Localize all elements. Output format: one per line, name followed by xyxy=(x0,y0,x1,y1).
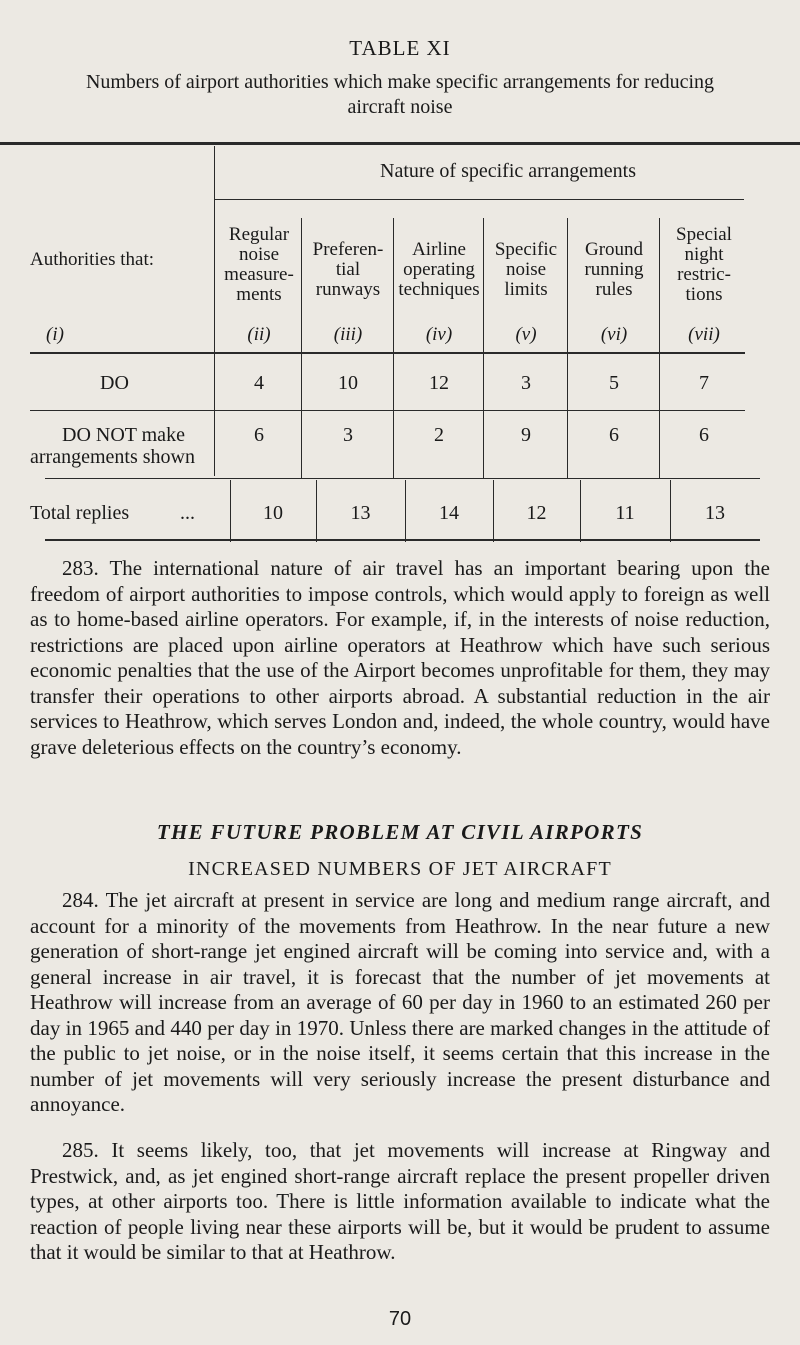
table-cell: 12 xyxy=(429,372,449,394)
column-header: Special night restric-tions xyxy=(676,224,732,305)
section-subtitle: INCREASED NUMBERS OF JET AIRCRAFT xyxy=(188,858,612,880)
column-rule xyxy=(301,218,302,478)
column-header: Preferen-tial runways xyxy=(312,239,384,300)
table-cell: 6 xyxy=(609,424,619,446)
row-donot-rule xyxy=(45,478,760,479)
nature-heading-rule xyxy=(214,199,744,200)
paragraph-283 xyxy=(30,556,770,760)
table-cell: 14 xyxy=(439,502,459,524)
table-cell: 10 xyxy=(263,502,283,524)
table-cell: 3 xyxy=(521,372,531,394)
column-number: (ii) xyxy=(247,324,271,345)
table-cell: 7 xyxy=(699,372,709,394)
column-rule xyxy=(214,146,215,476)
nature-heading: Nature of specific arrangements xyxy=(380,160,636,182)
table-cell: 3 xyxy=(343,424,353,446)
table-cell: 5 xyxy=(609,372,619,394)
column-rule xyxy=(483,218,484,478)
column-number: (vi) xyxy=(600,324,628,345)
paragraph-text: The international nature of air travel has an important bearing upon the freedom of airport authorities to impose controls, which would apply to foreign as well as to home-based airline operators. For example, if, in the interests of noise reduction, restrictions are placed upon airline operators at Heathrow which have such serious economic penalties that the use of the Airport becomes unprofitable for them, they may transfer their operations to other airports abroad. A substantial reduction in the air services to Heathrow, which serves London and, indeed, the whole country, would have grave deleterious effects on the country’s economy. xyxy=(30,556,771,759)
table-cell: 9 xyxy=(521,424,531,446)
page-number: 70 xyxy=(388,1308,412,1330)
paragraph-text: It seems likely, too, that jet movements will increase at Ringway and Prestwick, and, as jet engined short-range aircraft replace the present propeller driven types, at other airports too. There is little information available to indicate what the reaction of people living near these airports will be, but it would be prudent to assume that it would be similar to that at Heathrow. xyxy=(30,1138,771,1264)
paragraph-number: 284. xyxy=(62,888,99,912)
table-bottom-rule xyxy=(45,539,760,541)
table-cell: 11 xyxy=(615,502,635,524)
table-cell: 2 xyxy=(434,424,444,446)
table-cell: 12 xyxy=(526,502,547,524)
column-number: (iii) xyxy=(333,324,363,345)
column-header: Ground running rules xyxy=(584,239,644,300)
row-label-total: Total replies xyxy=(30,502,130,524)
table-cell: 6 xyxy=(699,424,709,446)
paragraph-text: The jet aircraft at present in service are long and medium range aircraft, and account for a minority of the movements from Heathrow. In the near future a new generation of short-range jet engined aircraft will be coming into service and, with a general increase in air travel, it is forecast that the number of jet movements at Heathrow will increase from an average of 60 per day in 1960 to an estimated 260 per day in 1965 and 440 per day in 1970. Unless there are marked changes in the attitude of the public to jet noise, or in the noise itself, it seems certain that this increase in the number of jet movements will very seriously increase the present disturbance and annoyance. xyxy=(30,888,770,1116)
row-label-do: DO xyxy=(100,372,129,394)
column-number: (vii) xyxy=(688,324,720,345)
table-caption: Numbers of airport authorities which make specific arrangements for reducing aircraft noise xyxy=(85,71,715,118)
paragraph-284 xyxy=(30,888,770,1118)
table-cell: 13 xyxy=(350,502,371,524)
table-cell: 13 xyxy=(705,502,725,524)
column-header: Airline operating techniques xyxy=(398,239,480,300)
header-bottom-rule xyxy=(30,352,745,354)
leader-dots: ... xyxy=(180,502,195,524)
row-do-rule xyxy=(30,410,745,411)
column-header: Authorities that: xyxy=(30,249,155,270)
column-header: Specific noise limits xyxy=(494,239,558,300)
table-cell: 6 xyxy=(254,424,264,446)
column-rule xyxy=(659,218,660,478)
paragraph-number: 285. xyxy=(62,1138,99,1162)
column-number: (v) xyxy=(515,324,537,345)
column-number: (i) xyxy=(46,324,64,345)
paragraph-number: 283. xyxy=(62,556,99,580)
column-header: Regular noise measure-ments xyxy=(224,224,294,305)
table-cell: 10 xyxy=(338,372,358,394)
column-number: (iv) xyxy=(425,324,453,345)
paragraph-285 xyxy=(30,1138,770,1266)
row-label-do-not: DO NOT make arrangements shown xyxy=(30,424,195,468)
column-rule xyxy=(393,218,394,478)
table-title: TABLE XI xyxy=(349,36,451,60)
table-cell: 4 xyxy=(254,372,264,394)
column-rule xyxy=(567,218,568,478)
table-top-rule xyxy=(0,142,800,145)
section-title: THE FUTURE PROBLEM AT CIVIL AIRPORTS xyxy=(156,820,644,844)
